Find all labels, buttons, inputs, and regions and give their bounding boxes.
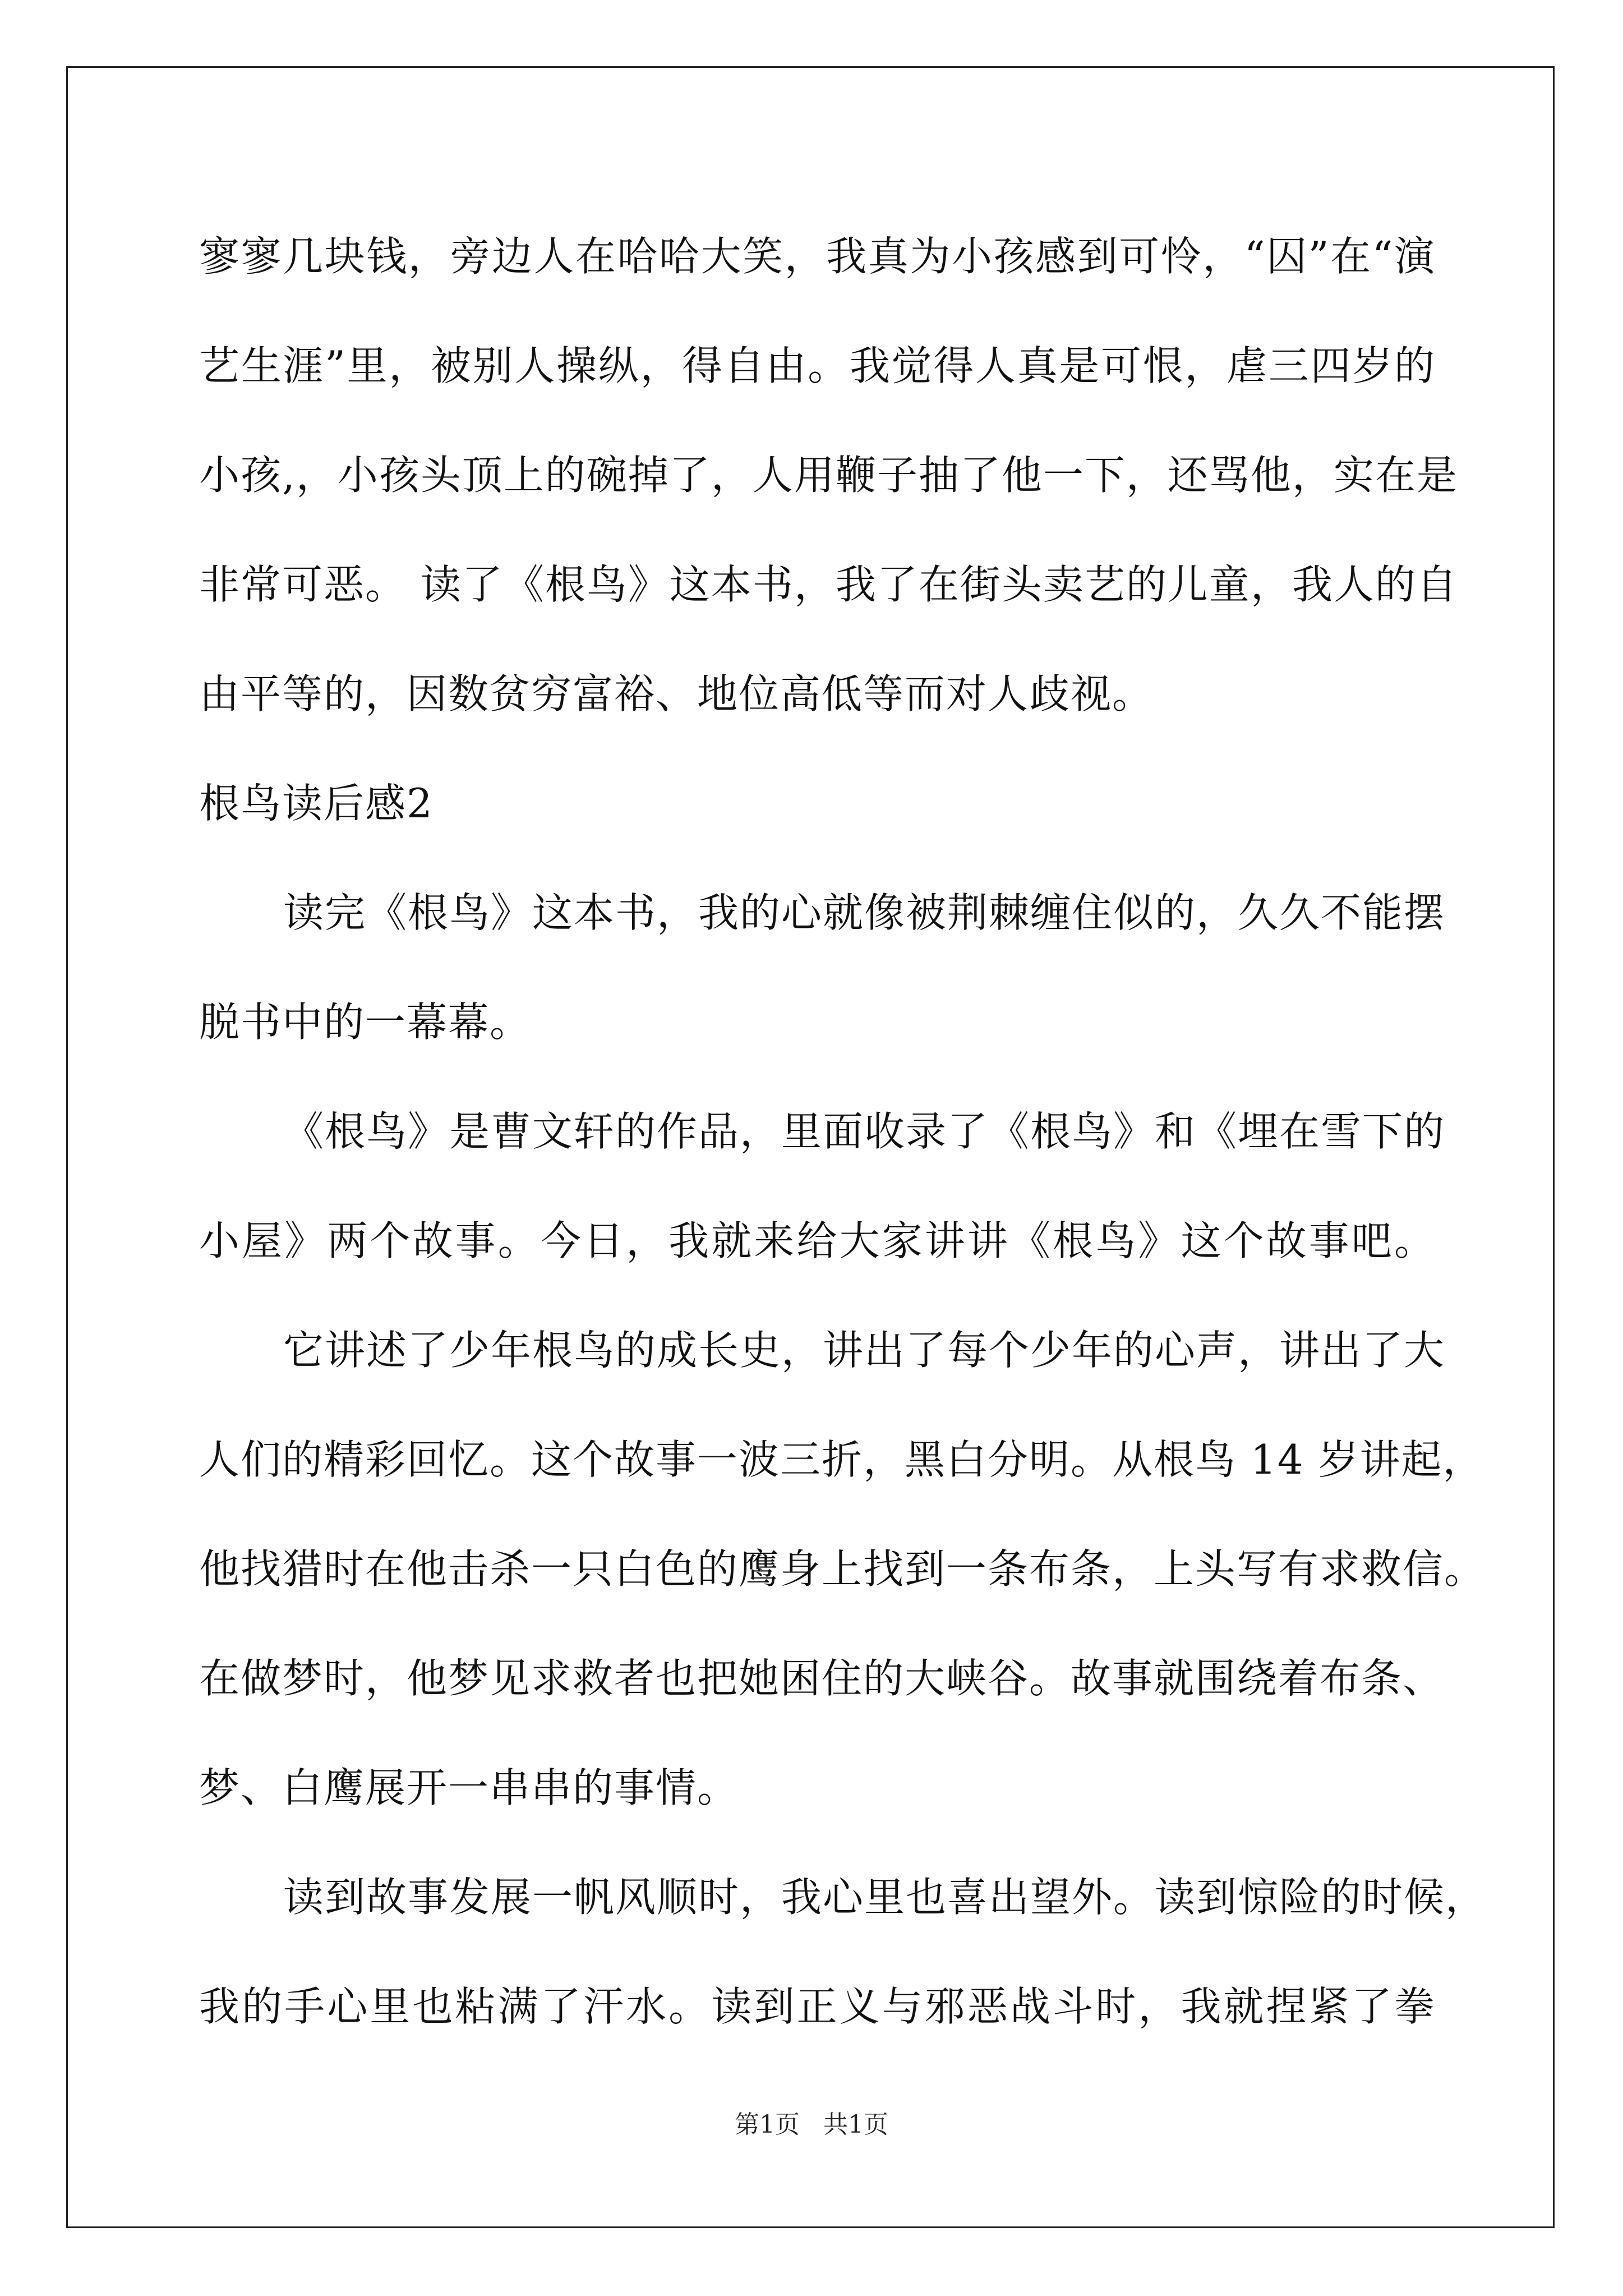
text-line: 小屋》两个故事。今日，我就来给大家讲讲《根鸟》这个故事吧。	[199, 1217, 1436, 1264]
text-line: 寥寥几块钱，旁边人在哈哈大笑，我真为小孩感到可怜，“囚”在“演	[199, 233, 1436, 280]
text-line: 《根鸟》是曹文轩的作品，里面收录了《根鸟》和《埋在雪下的	[283, 1108, 1446, 1155]
document-body	[199, 202, 1487, 2062]
text-line: 人们的精彩回忆。这个故事一波三折，黑白分明。从根鸟 14 岁讲起，	[199, 1436, 1484, 1483]
text-line: 小孩,，小孩头顶上的碗掉了，人用鞭子抽了他一下，还骂他，实在是	[199, 452, 1458, 499]
text-line: 在做梦时，他梦见求救者也把她困住的大峡谷。故事就围绕着布条、	[199, 1655, 1445, 1702]
text-line: 梦、白鹰展开一串串的事情。	[199, 1764, 739, 1811]
page-number: 第1页	[735, 2110, 800, 2139]
text-line: 脱书中的一幕幕。	[199, 999, 532, 1046]
text-line: 艺生涯”里，被别人操纵，得自由。我觉得人真是可恨，虐三四岁的	[199, 342, 1436, 389]
page-footer	[0, 2108, 1623, 2142]
text-line: 由平等的，因数贫穷富裕、地位高低等而对人歧视。	[199, 670, 1154, 717]
text-line: 读到故事发展一帆风顺时，我心里也喜出望外。读到惊险的时候，	[283, 1874, 1487, 1921]
text-line: 它讲述了少年根鸟的成长史，讲出了每个少年的心声，讲出了大	[283, 1327, 1446, 1374]
text-line: 读完《根鸟》这本书，我的心就像被荆棘缠住似的，久久不能摆	[283, 889, 1446, 936]
page-total: 共1页	[823, 2110, 888, 2139]
text-line: 非常可恶。 读了《根鸟》这本书，我了在街头卖艺的儿童，我人的自	[199, 561, 1458, 608]
section-heading: 根鸟读后感2	[199, 780, 434, 827]
text-line: 他找猎时在他击杀一只白色的鹰身上找到一条布条，上头写有求救信。	[199, 1545, 1486, 1593]
text-line: 我的手心里也粘满了汗水。读到正义与邪恶战斗时，我就捏紧了拳	[199, 1983, 1436, 2030]
